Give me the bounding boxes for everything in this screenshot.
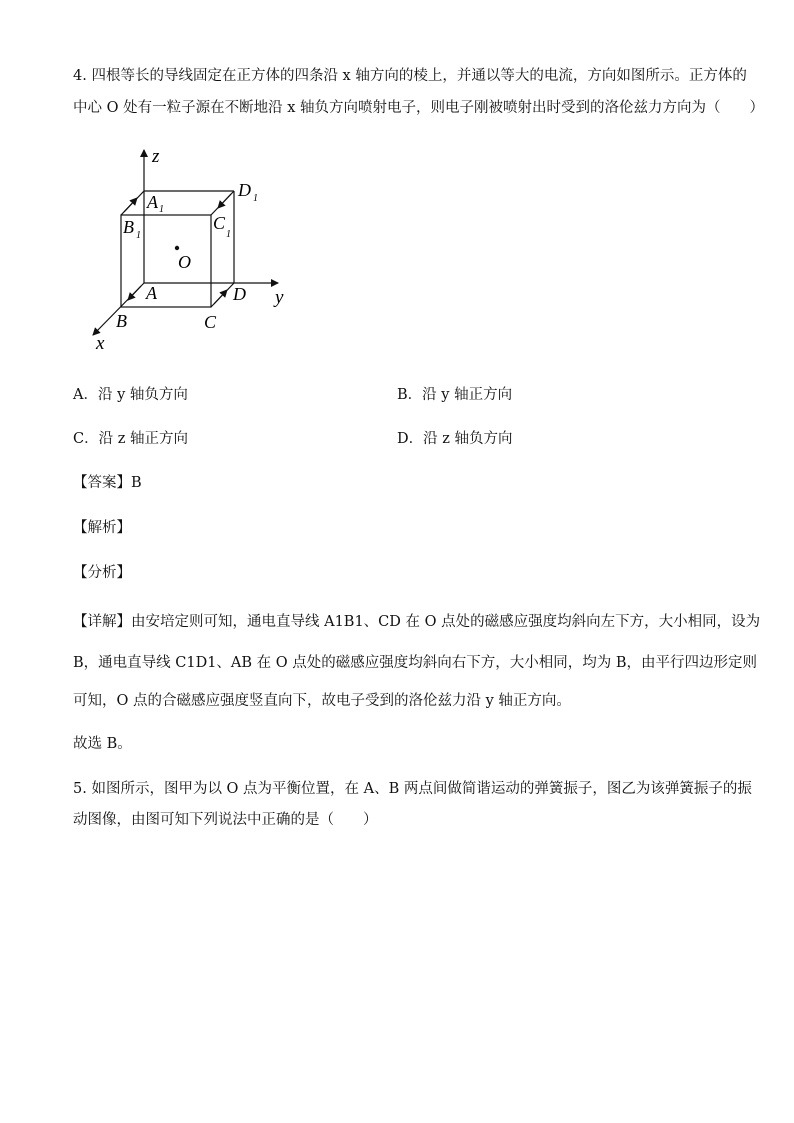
detail-line2: B，通电直导线 C1D1、AB 在 O 点处的磁感应强度均斜向右下方，大小相同，均为 B，由平行四边形定则 (73, 655, 758, 671)
detail-line3: 可知，O 点的合磁感应强度竖直向下，故电子受到的洛伦兹力沿 y 轴正方向。 (73, 693, 571, 709)
label-z: z (152, 146, 160, 167)
answer-line: 【答案】B (73, 475, 142, 491)
label-x: x (96, 333, 105, 354)
label-B: B (116, 311, 127, 331)
current-arrow-CD (214, 290, 227, 304)
label-A1: A (147, 192, 158, 212)
option-c: C．沿 z 轴正方向 (73, 431, 188, 447)
svg-text:1: 1 (136, 230, 141, 241)
breakdown-heading: 【分析】 (73, 565, 131, 581)
label-D1: D (238, 180, 251, 200)
q4-stem-line1: 4. 四根等长的导线固定在正方体的四条沿 x 轴方向的棱上，并通以等大的电流，方向如图所示。正方体的 (73, 68, 747, 84)
label-O: O (178, 252, 191, 272)
current-arrow-C1D1 (218, 194, 231, 208)
q5-stem-line2: 动图像，由图可知下列说法中正确的是（ ） (73, 812, 378, 828)
label-C1: C (213, 213, 226, 233)
current-arrow-AB (128, 286, 141, 300)
label-A: A (146, 283, 157, 303)
label-C: C (204, 312, 217, 332)
current-arrow-B1A1 (124, 198, 137, 212)
point-O (175, 246, 179, 250)
svg-text:1: 1 (159, 204, 164, 215)
cube-figure (80, 142, 300, 357)
analysis-heading: 【解析】 (73, 520, 131, 536)
svg-text:1: 1 (253, 193, 258, 204)
label-D: D (233, 284, 246, 304)
option-a: A．沿 y 轴负方向 (73, 387, 188, 403)
detail-line1: 【详解】由安培定则可知，通电直导线 A1B1、CD 在 O 点处的磁感应强度均斜向左下方，大小相同，设为 (73, 614, 761, 630)
q4-stem-line2: 中心 O 处有一粒子源在不断地沿 x 轴负方向喷射电子，则电子刚被喷射出时受到的洛伦兹力方向为（ ） (73, 100, 764, 116)
conclusion-line: 故选 B。 (73, 736, 132, 752)
svg-text:1: 1 (226, 229, 231, 240)
q5-stem-line1: 5. 如图所示，图甲为以 O 点为平衡位置，在 A、B 两点间做简谐运动的弹簧振子，图乙为该弹簧振子的振 (73, 781, 752, 797)
label-B1: B (123, 217, 134, 237)
label-y: y (275, 287, 284, 308)
option-b: B．沿 y 轴正方向 (397, 387, 513, 403)
option-d: D．沿 z 轴负方向 (397, 431, 513, 447)
